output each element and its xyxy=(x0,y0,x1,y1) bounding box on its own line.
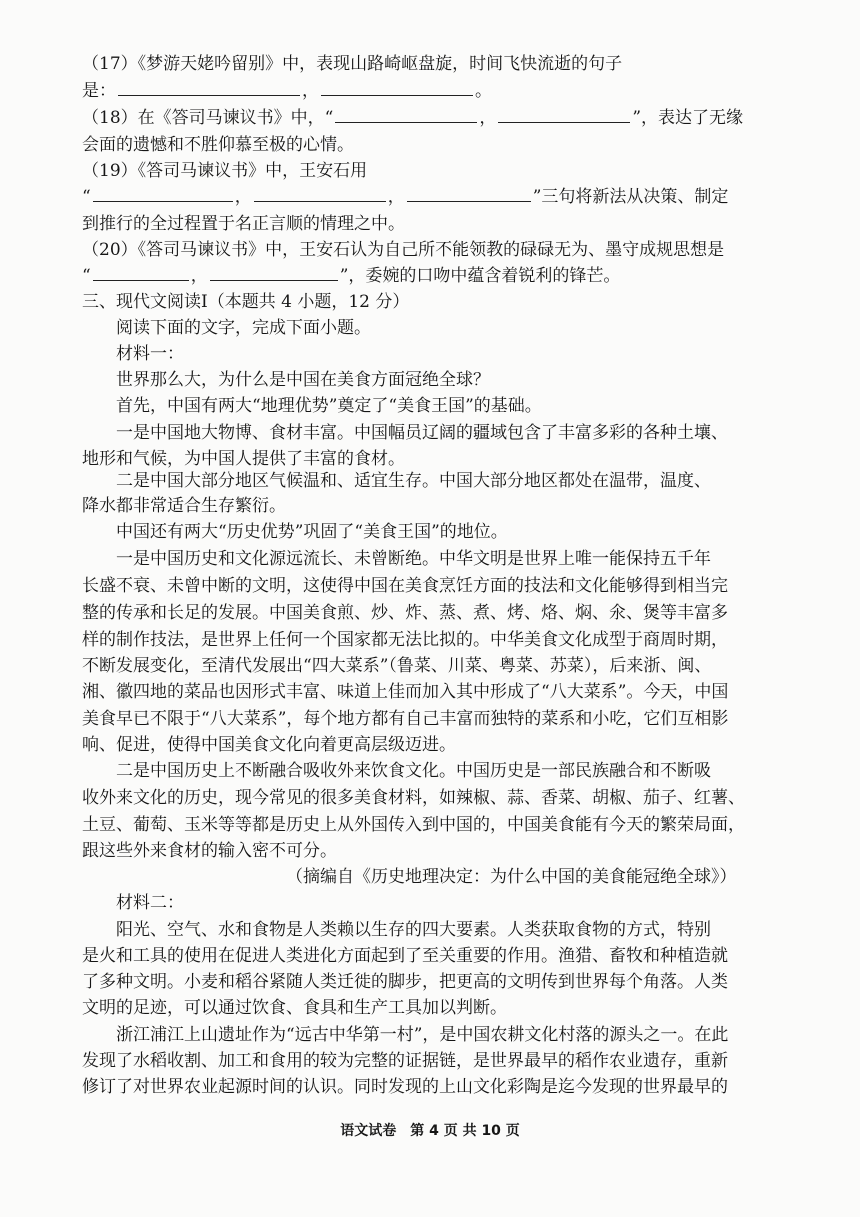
q18-blank-1[interactable] xyxy=(335,106,477,123)
q19-line1: （19）《答司马谏议书》中，王安石用 xyxy=(82,161,368,181)
material2-paragraph-line: 了多种文明。小麦和稻谷紧随人类迁徙的脚步，把更高的文明传到世界每个角落。人类 xyxy=(82,972,728,992)
q19-end: ”三句将新法从决策、制定 xyxy=(532,187,729,207)
q19-sep-2: ， xyxy=(387,187,405,207)
material1-paragraph-line: 首先，中国有两大“地理优势”奠定了“美食王国”的基础。 xyxy=(116,396,542,416)
material2-label: 材料二： xyxy=(116,893,184,913)
q18-end: ”，表达了无缘 xyxy=(632,108,744,128)
material1-label: 材料一： xyxy=(116,344,184,364)
material1-paragraph-line: 不断发展变化，至清代发展出“四大菜系”（鲁菜、川菜、粤菜、苏菜），后来浙、闽、 xyxy=(82,656,712,676)
material2-paragraph-line: 文明的足迹，可以通过饮食、食具和生产工具加以判断。 xyxy=(82,998,507,1018)
material1-paragraph-line: 中国还有两大“历史优势”巩固了“美食王国”的地位。 xyxy=(116,522,508,542)
q19-blank-1[interactable] xyxy=(93,185,233,202)
q18-sep: ， xyxy=(479,108,497,128)
q20-open-quote: “ xyxy=(82,266,91,286)
material1-paragraph-line: 降水都非常适合生存繁衍。 xyxy=(82,496,286,516)
section-title: 三、现代文阅读Ⅰ（本题共 4 小题，12 分） xyxy=(82,292,410,312)
material1-paragraph-line: 土豆、葡萄、玉米等等都是历史上从外国传入到中国的，中国美食能有今天的繁荣局面， xyxy=(82,815,745,835)
material2-paragraph-line: 是火和工具的使用在促进人类进化方面起到了至关重要的作用。渔猎、畜牧和种植造就 xyxy=(82,946,728,966)
material1-paragraph-line: 世界那么大，为什么是中国在美食方面冠绝全球？ xyxy=(116,370,490,390)
q17-line1: （17）《梦游天姥吟留别》中，表现山路崎岖盘旋，时间飞快流逝的句子 xyxy=(82,54,623,74)
q18-blank-2[interactable] xyxy=(498,106,630,123)
q20-end: ”，委婉的口吻中蕴含着锐利的锋芒。 xyxy=(339,266,621,286)
material1-paragraph-line: 二是中国大部分地区气候温和、适宜生存。中国大部分地区都处在温带，温度、 xyxy=(116,471,711,491)
q19-open-quote: “ xyxy=(82,187,91,207)
material1-paragraph-line: 样的制作技法，是世界上任何一个国家都无法比拟的。中华美食文化成型于商周时期， xyxy=(82,630,728,650)
q20-line2 xyxy=(82,264,620,288)
q18-prefix: （18）在《答司马谏议书》中，“ xyxy=(82,108,334,128)
section-instruction: 阅读下面的文字，完成下面小题。 xyxy=(116,318,371,338)
q17-blank-1[interactable] xyxy=(118,79,300,96)
material1-paragraph-line: 跟这些外来食材的输入密不可分。 xyxy=(82,841,337,861)
material1-paragraph-line: 长盛不衰、未曾中断的文明，这使得中国在美食烹饪方面的技法和文化能够得到相当完 xyxy=(82,576,728,596)
q20-line1: （20）《答司马谏议书》中，王安石认为自己所不能领教的碌碌无为、墨守成规思想是 xyxy=(82,240,725,260)
material1-paragraph-line: 整的传承和长足的发展。中国美食煎、炒、炸、蒸、煮、烤、烙、焖、氽、煲等丰富多 xyxy=(82,603,728,623)
material1-paragraph-line: 地形和气候，为中国人提供了丰富的食材。 xyxy=(82,449,405,469)
material1-paragraph-line: 收外来文化的历史，现今常见的很多美食材料，如辣椒、蒜、香菜、胡椒、茄子、红薯、 xyxy=(82,788,745,808)
q19-line3: 到推行的全过程置于名正言顺的情理之中。 xyxy=(82,214,405,234)
page-footer: 语文试卷 第 4 页 共 10 页 xyxy=(340,1123,520,1139)
material1-paragraph-line: 二是中国历史上不断融合吸收外来饮食文化。中国历史是一部民族融合和不断吸 xyxy=(116,761,711,781)
q20-blank-2[interactable] xyxy=(210,264,338,281)
q20-sep: ， xyxy=(190,266,208,286)
material1-source: （摘编自《历史地理决定：为什么中国的美食能冠绝全球》） xyxy=(286,867,737,887)
material2-paragraph-line: 浙江浦江上山遗址作为“远古中华第一村”，是中国农耕文化村落的源头之一。在此 xyxy=(116,1025,729,1045)
material1-paragraph-line: 一是中国历史和文化源远流长、未曾断绝。中华文明是世界上唯一能保持五千年 xyxy=(116,549,711,569)
q19-blank-3[interactable] xyxy=(407,185,531,202)
q17-prefix: 是： xyxy=(82,81,116,101)
q17-blank-2[interactable] xyxy=(321,79,473,96)
material1-paragraph-line: 美食早已不限于“八大菜系”，每个地方都有自己丰富而独特的菜系和小吃，它们互相影 xyxy=(82,709,729,729)
material1-paragraph-line: 湘、徽四地的菜品也因形式丰富、味道上佳而加入其中形成了“八大菜系”。今天，中国 xyxy=(82,682,729,702)
q19-sep-1: ， xyxy=(234,187,252,207)
q17-line2 xyxy=(82,79,492,103)
material2-paragraph-line: 阳光、空气、水和食物是人类赖以生存的四大要素。人类获取食物的方式，特别 xyxy=(116,920,711,940)
q17-end: 。 xyxy=(475,81,492,101)
q18-line2: 会面的遗憾和不胜仰慕至极的心情。 xyxy=(82,135,354,155)
q19-line2 xyxy=(82,185,728,209)
q20-blank-1[interactable] xyxy=(93,264,189,281)
q19-blank-2[interactable] xyxy=(254,185,386,202)
material1-paragraph-line: 一是中国地大物博、食材丰富。中国幅员辽阔的疆域包含了丰富多彩的各种土壤、 xyxy=(116,423,728,443)
material1-paragraph-line: 响、促进，使得中国美食文化向着更高层级迈进。 xyxy=(82,735,456,755)
material2-paragraph-line: 修订了对世界农业起源时间的认识。同时发现的上山文化彩陶是迄今发现的世界最早的 xyxy=(82,1077,728,1097)
q17-sep: ， xyxy=(302,81,319,101)
q18-line1 xyxy=(82,106,743,130)
material2-paragraph-line: 发现了水稻收割、加工和食用的较为完整的证据链，是世界最早的稻作农业遗存，重新 xyxy=(82,1051,728,1071)
